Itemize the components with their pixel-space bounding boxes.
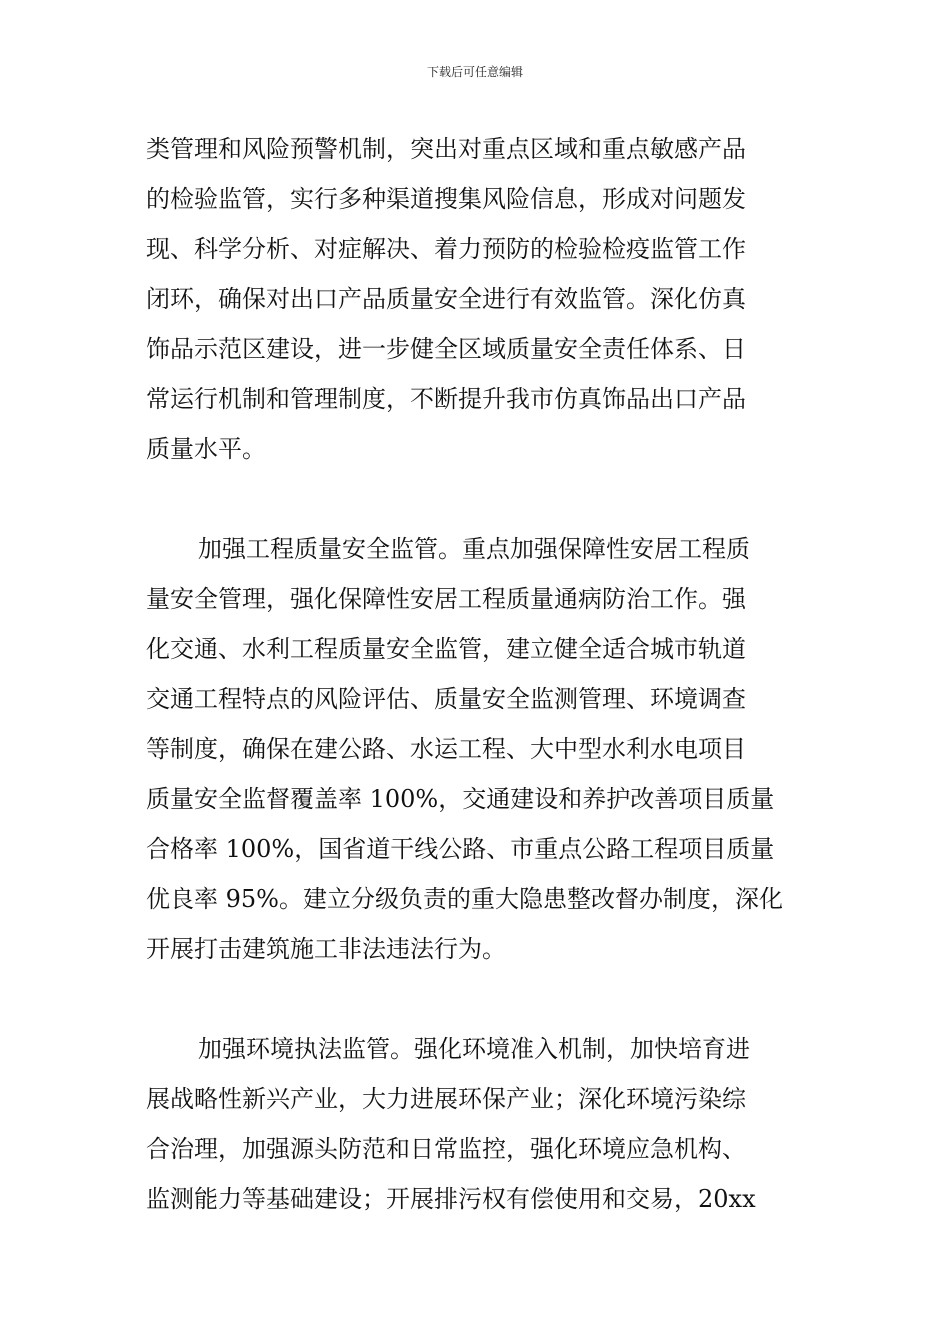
page-header: 下载后可任意编辑: [426, 65, 523, 79]
text-line: 饰品示范区建设，进一步健全区域质量安全责任体系、日: [146, 335, 746, 363]
text-line: 质量安全监督覆盖率 100%，交通建设和养护改善项目质量: [146, 785, 775, 813]
text-line: 加强环境执法监管。强化环境准入机制，加快培育进: [198, 1035, 750, 1063]
paragraph-2: [146, 524, 808, 974]
text-line: 的检验监管，实行多种渠道搜集风险信息，形成对问题发: [146, 185, 746, 213]
text-line: 合格率 100%，国省道干线公路、市重点公路工程项目质量: [146, 835, 775, 863]
text-line: 监测能力等基础建设；开展排污权有偿使用和交易，20xx: [146, 1185, 756, 1213]
paragraph-spacer: [146, 974, 808, 1024]
text-line: 交通工程特点的风险评估、质量安全监测管理、环境调查: [146, 685, 746, 713]
text-line: 现、科学分析、对症解决、着力预防的检验检疫监管工作: [146, 235, 746, 263]
text-line: 闭环，确保对出口产品质量安全进行有效监管。深化仿真: [146, 285, 746, 313]
paragraph-3: [146, 1024, 808, 1224]
text-line: 等制度，确保在建公路、水运工程、大中型水利水电项目: [146, 735, 746, 763]
text-line: 质量水平。: [146, 435, 266, 463]
text-line: 开展打击建筑施工非法违法行为。: [146, 935, 506, 963]
text-line: 合治理，加强源头防范和日常监控，强化环境应急机构、: [146, 1135, 746, 1163]
document-body: [146, 124, 808, 1224]
text-line: 展战略性新兴产业，大力进展环保产业；深化环境污染综: [146, 1085, 746, 1113]
text-line: 常运行机制和管理制度，不断提升我市仿真饰品出口产品: [146, 385, 746, 413]
paragraph-1: [146, 124, 808, 474]
text-line: 优良率 95%。建立分级负责的重大隐患整改督办制度，深化: [146, 885, 783, 913]
paragraph-spacer: [146, 474, 808, 524]
text-line: 化交通、水利工程质量安全监管，建立健全适合城市轨道: [146, 635, 746, 663]
text-line: 类管理和风险预警机制，突出对重点区域和重点敏感产品: [146, 135, 746, 163]
text-line: 量安全管理，强化保障性安居工程质量通病防治工作。强: [146, 585, 746, 613]
text-line: 加强工程质量安全监管。重点加强保障性安居工程质: [198, 535, 750, 563]
